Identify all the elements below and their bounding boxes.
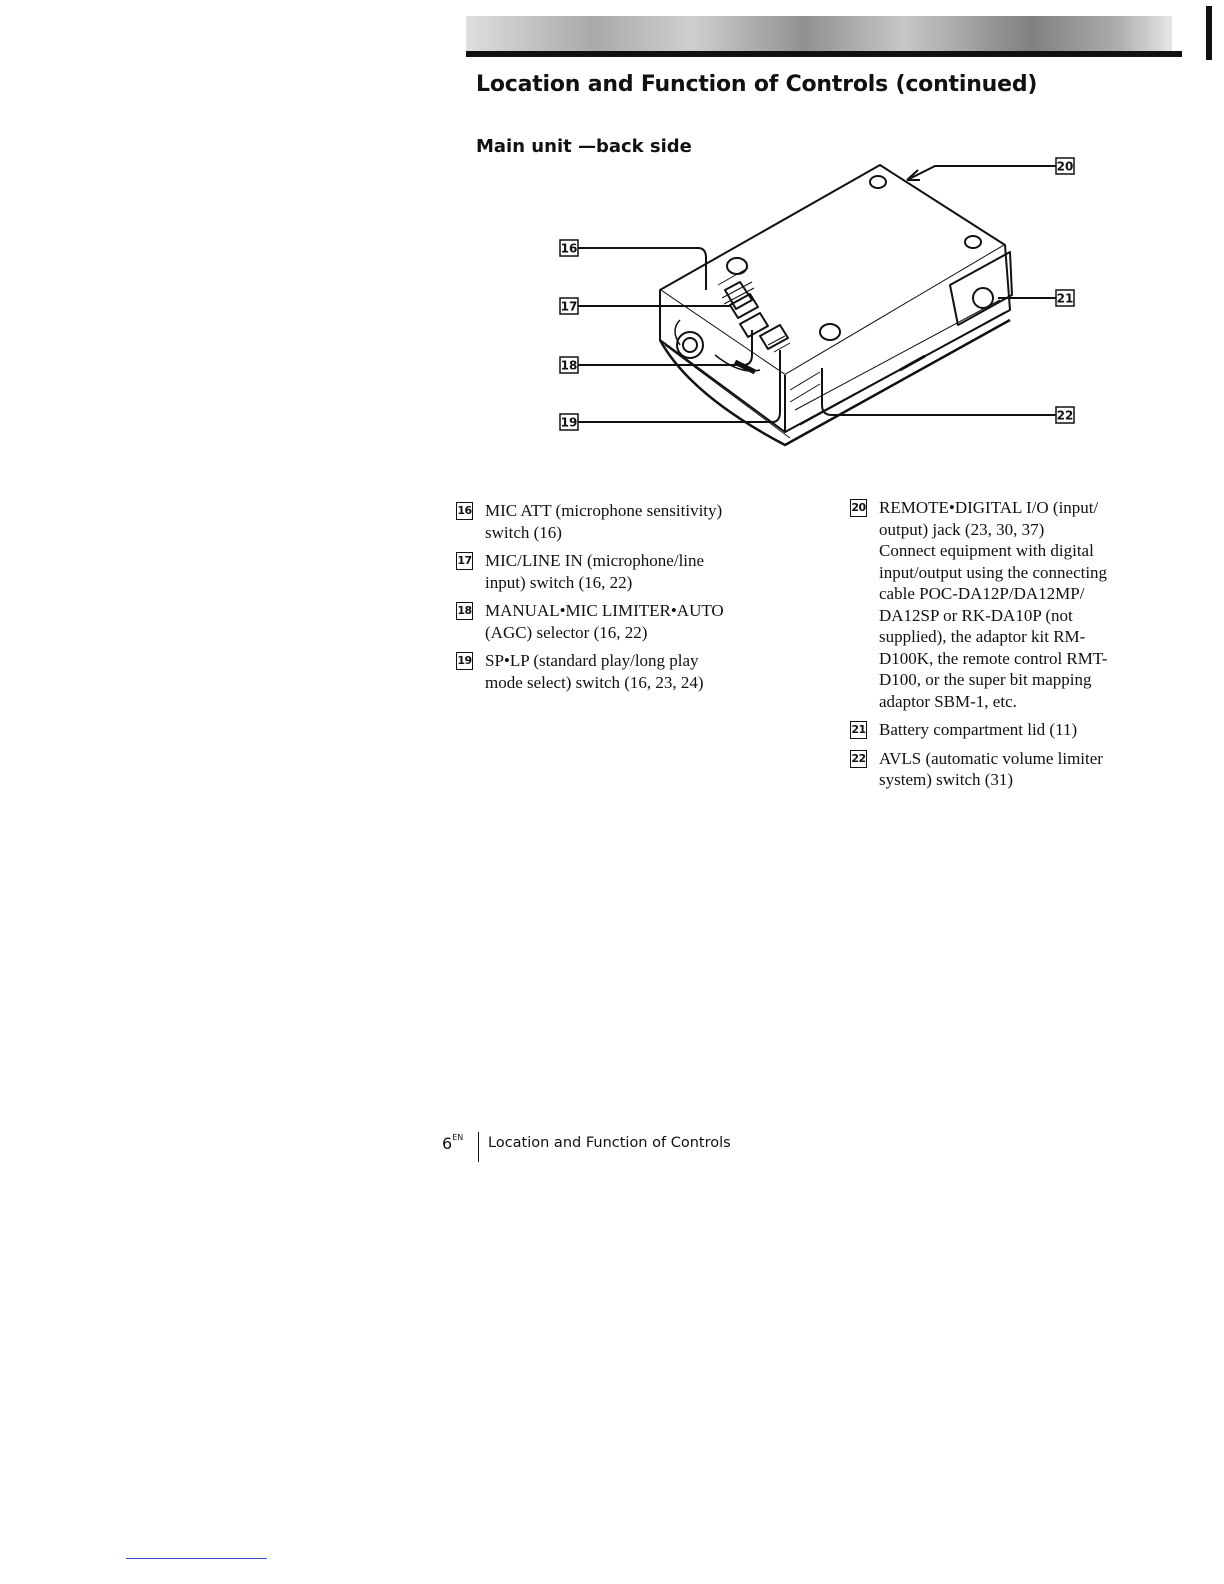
list-item: [850, 748, 1170, 791]
item-number-badge: 17: [456, 552, 473, 570]
item-line: system) switch (31): [879, 770, 1014, 789]
list-item: [456, 500, 801, 543]
item-line: MANUAL•MIC LIMITER•AUTO: [485, 601, 724, 620]
item-number-badge: 19: [456, 652, 473, 670]
item-number-badge: 20: [850, 499, 867, 517]
header-rule: [466, 51, 1182, 57]
item-description: [879, 748, 1170, 791]
callout-20-label: 20: [1056, 159, 1074, 174]
item-line: Battery compartment lid (11): [879, 720, 1078, 739]
item-line: cable POC-DA12P/DA12MP/: [879, 584, 1085, 603]
list-item: [456, 650, 801, 693]
item-line: supplied), the adaptor kit RM-: [879, 627, 1086, 646]
item-number-badge: 18: [456, 602, 473, 620]
item-number-badge: 16: [456, 502, 473, 520]
callout-16-label: 16: [560, 241, 578, 256]
item-line: adaptor SBM-1, etc.: [879, 691, 1017, 711]
callout-20: [1056, 158, 1074, 174]
item-number-badge: 21: [850, 721, 867, 739]
item-description: [879, 497, 1170, 712]
callout-22: [1056, 407, 1074, 423]
item-line: output) jack (23, 30, 37): [879, 519, 1045, 539]
list-item: [850, 497, 1170, 712]
callout-16: [560, 240, 578, 256]
section-title: Location and Function of Controls (continued): [476, 72, 1038, 97]
callout-22-label: 22: [1056, 408, 1074, 423]
callout-21: [1056, 290, 1074, 306]
list-item: [850, 719, 1170, 741]
list-item: [456, 550, 801, 593]
header-band: [466, 16, 1172, 54]
item-description: [485, 500, 801, 543]
controls-list-right: [850, 497, 1170, 798]
item-line: input/output using the connecting: [879, 562, 1108, 582]
item-line: SP•LP (standard play/long play: [485, 651, 699, 670]
callout-18: [560, 357, 578, 373]
callout-21-label: 21: [1056, 291, 1074, 306]
item-line: D100K, the remote control RMT-: [879, 648, 1108, 668]
callout-17: [560, 298, 578, 314]
item-number-badge: 22: [850, 750, 867, 768]
footnote-rule: [126, 1558, 267, 1559]
page-number: [442, 1134, 463, 1153]
item-description: [879, 719, 1170, 741]
page-edge-mark: [1206, 6, 1212, 60]
controls-list-left: [456, 500, 801, 700]
item-line: AVLS (automatic volume limiter: [879, 748, 1103, 768]
item-line: switch (16): [485, 522, 562, 542]
page-number-suffix: EN: [452, 1133, 464, 1142]
running-title: Location and Function of Controls: [488, 1135, 731, 1151]
item-description: [485, 650, 801, 693]
item-description: [485, 600, 801, 643]
item-line: Connect equipment with digital: [879, 541, 1094, 560]
footer-divider: [478, 1132, 479, 1162]
item-line: (AGC) selector (16, 22): [485, 622, 648, 642]
item-line: DA12SP or RK-DA10P (not: [879, 605, 1073, 625]
main-unit-back-diagram: [540, 140, 1100, 470]
item-description: [485, 550, 801, 593]
callout-19-label: 19: [560, 415, 578, 430]
list-item: [456, 600, 801, 643]
callout-17-label: 17: [560, 299, 578, 314]
callout-18-label: 18: [560, 358, 578, 373]
item-line: D100, or the super bit mapping: [879, 670, 1092, 689]
item-line: MIC/LINE IN (microphone/line: [485, 551, 705, 570]
callout-19: [560, 414, 578, 430]
subsection-title: Main unit —back side: [476, 136, 692, 157]
item-line: REMOTE•DIGITAL I/O (input/: [879, 498, 1099, 517]
item-line: MIC ATT (microphone sensitivity): [485, 501, 723, 520]
item-line: mode select) switch (16, 23, 24): [485, 672, 704, 692]
page-number-value: 6: [442, 1134, 453, 1153]
item-line: input) switch (16, 22): [485, 572, 633, 592]
